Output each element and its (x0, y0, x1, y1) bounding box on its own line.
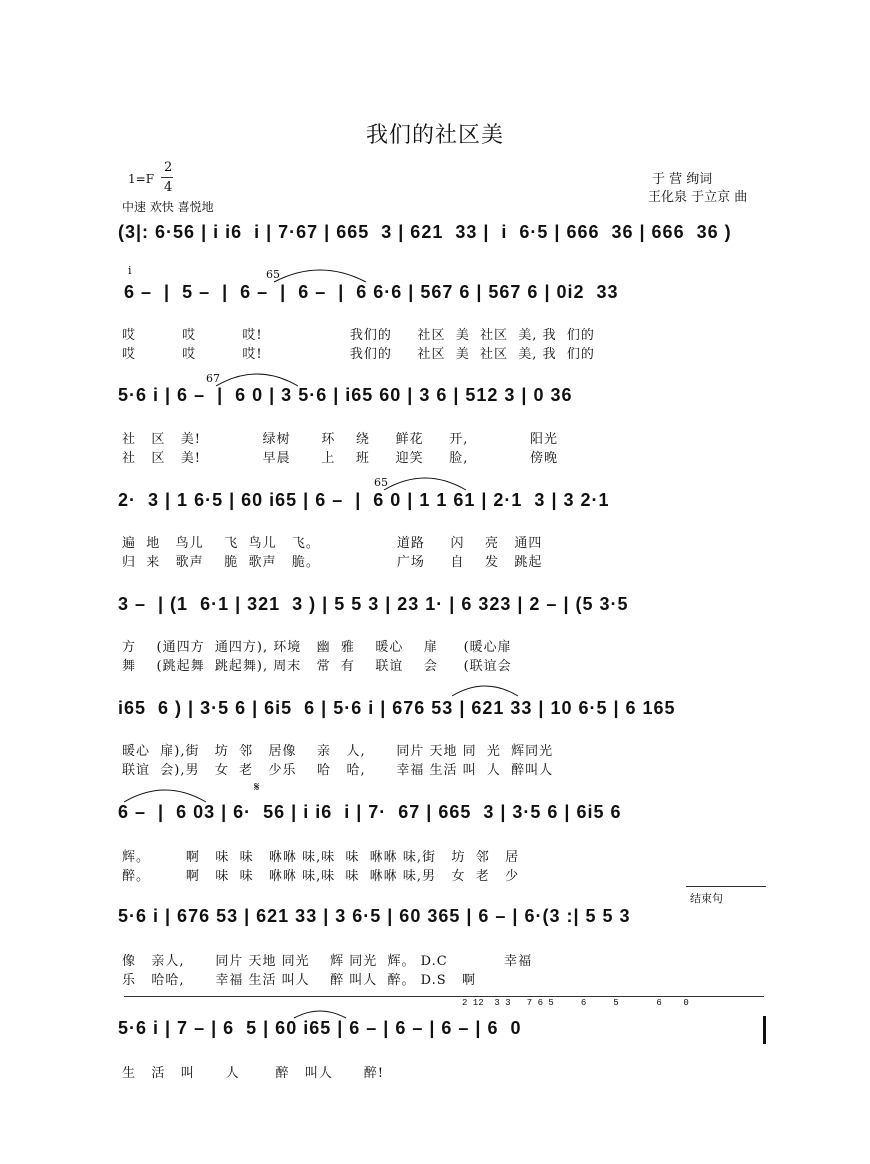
lyric-line-3a: 社 区 美! 绿树 环 绕 鲜花 开, 阳光 (122, 432, 558, 447)
ending-bracket (686, 886, 766, 887)
ending-label: 结束句 (690, 892, 723, 905)
lyric-line-3b: 社 区 美! 早晨 上 班 迎笑 脸, 傍晚 (122, 451, 558, 466)
lyric-line-9a: 生 活 叫 人 醉 叫人 醉! (122, 1066, 384, 1081)
lyric-line-5a: 方 (通四方 通四方), 环境 幽 雅 暖心 扉 (暖心扉 (122, 640, 512, 655)
composer-credit: 王化泉 于立京 曲 (648, 190, 748, 205)
segno-sign: 𝄋 (254, 780, 260, 795)
song-title: 我们的社区美 (365, 123, 504, 148)
slur-mark (120, 782, 210, 804)
lyric-line-5b: 舞 (跳起舞 跳起舞), 周末 常 有 联谊 会 (联谊会 (122, 659, 512, 674)
lyric-line-2b: 哎 哎 哎! 我们的 社区 美 社区 美, 我 们的 (122, 347, 595, 362)
lyric-line-4a: 遍 地 鸟儿 飞 鸟儿 飞。 道路 闪 亮 通四 (122, 536, 543, 551)
lyric-line-8b: 乐 哈哈, 幸福 生活 叫人 醉 叫人 醉。 D.S 啊 (122, 973, 477, 988)
lyric-line-6a: 暖心 扉),街 坊 邻 居像 亲 人, 同片 天地 同 光 辉同光 (122, 744, 554, 759)
slur-mark (270, 262, 370, 284)
slur-mark (212, 366, 302, 388)
grace-note-mark: 65 (266, 268, 280, 281)
ending-bracket (124, 996, 764, 997)
lyricist-credit: 于 营 绚词 (652, 172, 713, 187)
notation-line-9: 5·6 i | 7 – | 6 5 | 60 i65 | 6 – | 6 – | 6 – | 6 0 (118, 1018, 522, 1038)
lyric-line-6b: 联谊 会),男 女 老 少乐 哈 哈, 幸福 生活 叫 人 醉叫人 (122, 763, 554, 778)
lyric-line-4b: 归 来 歌声 脆 歌声 脆。 广场 自 发 跳起 (122, 555, 543, 570)
lyric-line-7b: 醉。 啊 味 味 咻咻 味,味 味 咻咻 味,男 女 老 少 (122, 869, 520, 884)
time-signature-bottom: 4 (164, 180, 173, 195)
grace-note-mark: 67 (206, 372, 220, 385)
notation-line-2: 6 – | 5 – | 6 – | 6 – | 6 6·6 | 567 6 | 567 6 | 0i2 33 (118, 282, 619, 302)
lyric-line-8a: 像 亲人, 同片 天地 同光 辉 同光 辉。 D.C 幸福 (122, 954, 533, 969)
slur-mark (290, 1006, 350, 1020)
notation-line-5: 3 – | (1 6·1 | 321 3 ) | 5 5 3 | 23 1· | 6 323 | 2 – | (5 3·5 (118, 594, 629, 614)
final-barline (763, 1016, 766, 1044)
key-signature: 1=F (128, 172, 155, 186)
lyric-line-2a: 哎 哎 哎! 我们的 社区 美 社区 美, 我 们的 (122, 328, 595, 343)
grace-note-mark: 65 (374, 476, 388, 489)
grace-note-mark: i (128, 264, 132, 277)
notation-line-6: i65 6 ) | 3·5 6 | 6i5 6 | 5·6 i | 676 53 | 621 33 | 10 6·5 | 6 165 (118, 698, 676, 718)
time-signature-rule (161, 177, 173, 178)
notation-line-8: 5·6 i | 676 53 | 621 33 | 3 6·5 | 60 365 | 6 – | 6·(3 :| 5 5 3 (118, 906, 631, 926)
time-signature-top: 2 (164, 160, 173, 175)
slur-mark (448, 680, 522, 698)
lyric-line-7a: 辉。 啊 味 味 咻咻 味,味 味 咻咻 味,街 坊 邻 居 (122, 850, 520, 865)
tempo-marking: 中速 欢快 喜悦地 (122, 200, 214, 214)
notation-line-3: 5·6 i | 6 – | 6 0 | 3 5·6 | i65 60 | 3 6 | 512 3 | 0 36 (118, 385, 573, 405)
notation-line-4: 2· 3 | 1 6·5 | 60 i65 | 6 – | 6 0 | 1 1 61 | 2·1 3 | 3 2·1 (118, 490, 610, 510)
notation-line-1: (3|: 6·56 | i i6 i | 7·67 | 665 3 | 621 33 | i 6·5 | 666 36 | 666 36 ) (118, 222, 732, 242)
small-notation-line: 2 12 3 3 7 6 5 6 5 6 0 (462, 998, 689, 1008)
slur-mark (380, 470, 470, 492)
notation-line-7: 6 – | 6 03 | 6· 56 | i i6 i | 7· 67 | 665 3 | 3·5 6 | 6i5 6 (118, 802, 622, 822)
